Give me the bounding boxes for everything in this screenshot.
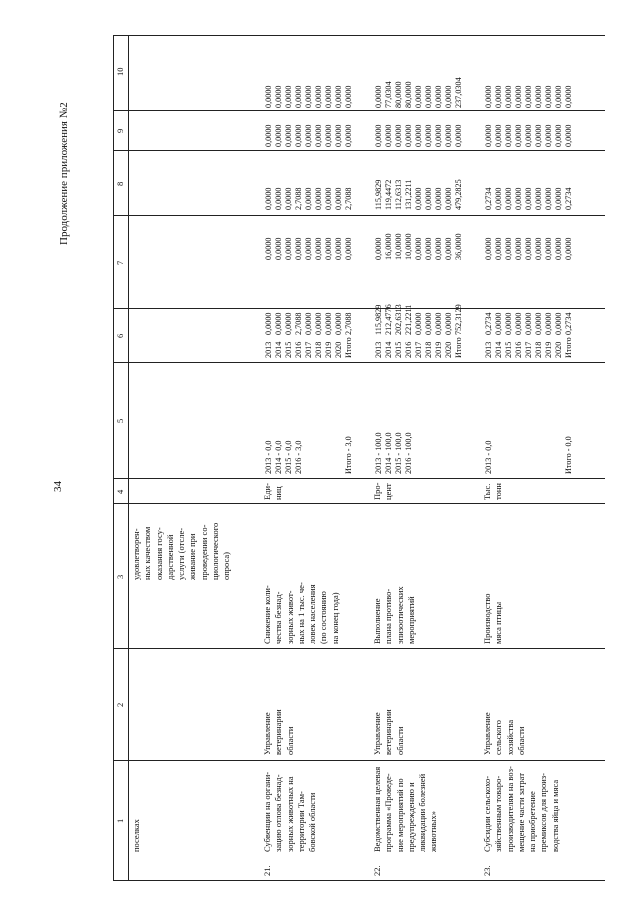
text-line: 0,0000 bbox=[304, 187, 313, 210]
text-line bbox=[554, 436, 564, 474]
text-line: территории Там- bbox=[295, 791, 306, 852]
text-line: 0,0000 bbox=[334, 237, 343, 260]
text-line: 0,0000 bbox=[294, 124, 303, 147]
text-line: бовской области bbox=[307, 792, 318, 852]
text-line: (по состоянию bbox=[318, 591, 329, 644]
text-line: удовлетворен- bbox=[131, 528, 141, 580]
text-line: 0,0000 bbox=[304, 237, 313, 260]
text-line bbox=[324, 436, 334, 474]
text-line: 0,0000 bbox=[324, 187, 333, 210]
text-line: 10,0000 bbox=[404, 233, 413, 260]
text-line: 0,0000 bbox=[344, 237, 353, 260]
text-line: 22. bbox=[372, 865, 382, 876]
text-line: 112,6313 bbox=[394, 179, 403, 210]
text-line: 80,0000 bbox=[394, 81, 403, 108]
text-line: 0,0000 bbox=[344, 124, 353, 147]
text-line: области bbox=[284, 726, 295, 755]
text-line: 2013 bbox=[264, 341, 273, 358]
text-line: производителям на воз- bbox=[504, 766, 515, 852]
text-line: 0,0000 bbox=[264, 312, 273, 335]
text-line: 0,0000 bbox=[434, 312, 443, 335]
text-line bbox=[544, 436, 554, 474]
text-line: 0,0000 bbox=[504, 85, 513, 108]
text-line: проведении со- bbox=[198, 524, 209, 580]
text-line: животных» bbox=[428, 811, 439, 852]
text-line: 0,0000 bbox=[394, 124, 403, 147]
text-line: услуги (отсле- bbox=[176, 527, 187, 580]
text-line: 237,0304 bbox=[454, 77, 463, 108]
text-line: 0,0000 bbox=[434, 124, 443, 147]
text-line: 2013 - 0,0 bbox=[484, 440, 493, 474]
text-line: ных качеством bbox=[142, 526, 153, 580]
text-line: 0,0000 bbox=[294, 237, 303, 260]
text-line: 0,0000 bbox=[434, 85, 443, 108]
column-border bbox=[113, 503, 605, 504]
text-line: 0,0000 bbox=[274, 237, 283, 260]
text-line bbox=[504, 436, 514, 474]
text-line: зяйственным товаро- bbox=[493, 775, 504, 852]
text-line: хозяйства bbox=[504, 719, 515, 755]
text-line: предупреждению и bbox=[405, 782, 416, 852]
text-line: 0,2734 bbox=[484, 187, 493, 210]
text-line: 0,0000 bbox=[374, 85, 383, 108]
text-line: 0,0000 bbox=[384, 124, 393, 147]
text-line: 0,0000 bbox=[414, 124, 423, 147]
text-line: 2018 bbox=[314, 341, 323, 358]
text-line: 2013 - 100,0 bbox=[374, 432, 383, 474]
text-line: Итого bbox=[564, 337, 573, 358]
text-line: 0,0000 bbox=[264, 85, 273, 108]
text-line: 0,0000 bbox=[524, 187, 533, 210]
text-line: 2016 bbox=[514, 341, 523, 358]
text-line: 0,2734 bbox=[564, 312, 573, 335]
text-line: 0,0000 bbox=[554, 312, 563, 335]
text-line: 0,0000 bbox=[424, 237, 433, 260]
text-line: 0,0000 bbox=[284, 237, 293, 260]
text-line: 0,0000 bbox=[424, 85, 433, 108]
text-line: 0,0000 bbox=[534, 187, 543, 210]
text-line: 0,0000 bbox=[284, 187, 293, 210]
text-line: ниц bbox=[273, 486, 284, 500]
text-line: 0,0000 bbox=[444, 187, 453, 210]
text-line: премиксов для произ- bbox=[538, 773, 549, 852]
text-line: опроса) bbox=[221, 552, 232, 580]
text-line: 0,0000 bbox=[304, 85, 313, 108]
text-line: 2020 bbox=[444, 341, 453, 358]
text-line: ликвидации болезней bbox=[417, 773, 428, 852]
text-line: 0,0000 bbox=[494, 187, 503, 210]
column-border bbox=[113, 362, 605, 363]
text-line: 221,2211 bbox=[404, 304, 413, 335]
column-border bbox=[113, 110, 605, 111]
text-line: 0,2734 bbox=[564, 187, 573, 210]
text-line: 0,0000 bbox=[324, 85, 333, 108]
text-line: 36,0000 bbox=[454, 233, 463, 260]
text-line: чества безнад- bbox=[273, 591, 284, 644]
text-line: 0,0000 bbox=[304, 124, 313, 147]
text-line bbox=[334, 436, 344, 474]
text-line: 0,0000 bbox=[494, 312, 503, 335]
text-line: 2017 bbox=[414, 341, 423, 358]
text-line: 202,6313 bbox=[394, 304, 403, 335]
text-line: 0,0000 bbox=[304, 312, 313, 335]
text-line: 80,0000 bbox=[404, 81, 413, 108]
text-line: зацию отлова безнад- bbox=[273, 774, 284, 852]
text-line: 0,0000 bbox=[424, 187, 433, 210]
text-line: 0,0000 bbox=[314, 312, 323, 335]
text-line: 2014 - 0,0 bbox=[274, 440, 283, 474]
text-line: 119,4472 bbox=[384, 179, 393, 210]
text-line bbox=[494, 436, 504, 474]
text-line: 0,0000 bbox=[544, 187, 553, 210]
table-left-border bbox=[113, 35, 114, 880]
text-line: 0,0000 bbox=[324, 312, 333, 335]
text-line: циологического bbox=[210, 522, 221, 580]
text-line: 0,0000 bbox=[344, 85, 353, 108]
text-line: дарственной bbox=[164, 534, 175, 580]
text-line: ветеринарии bbox=[383, 709, 394, 755]
text-line: 0,0000 bbox=[294, 85, 303, 108]
column-border bbox=[113, 35, 605, 36]
text-line: 0,0000 bbox=[444, 85, 453, 108]
text-line: на конец года) bbox=[329, 592, 340, 644]
text-line: 0,0000 bbox=[434, 187, 443, 210]
text-line: 2,7088 bbox=[294, 312, 303, 335]
text-line: 2013 bbox=[484, 341, 493, 358]
text-line: 0,0000 bbox=[264, 187, 273, 210]
text-line: 0,0000 bbox=[524, 312, 533, 335]
text-line: 0,0000 bbox=[554, 85, 563, 108]
text-line: 2014 bbox=[384, 341, 393, 358]
text-line: 0,0000 bbox=[444, 237, 453, 260]
text-line: 16,0000 bbox=[384, 233, 393, 260]
text-line: 0,0000 bbox=[544, 237, 553, 260]
text-line: 2016 bbox=[404, 341, 413, 358]
text-line: 0,0000 bbox=[404, 124, 413, 147]
text-line: 0,0000 bbox=[564, 124, 573, 147]
text-line: 0,0000 bbox=[514, 85, 523, 108]
text-line: области bbox=[394, 726, 405, 755]
text-line: 0,0000 bbox=[414, 85, 423, 108]
text-line: плана противо- bbox=[383, 588, 394, 644]
text-line: 0,0000 bbox=[314, 124, 323, 147]
text-line: Производство bbox=[482, 593, 492, 644]
text-line: 2,7088 bbox=[294, 187, 303, 210]
text-line bbox=[314, 436, 324, 474]
text-line: 0,0000 bbox=[524, 85, 533, 108]
text-line: 2015 bbox=[394, 341, 403, 358]
text-line bbox=[524, 436, 534, 474]
text-line: 479,2825 bbox=[454, 179, 463, 210]
text-line: оказания госу- bbox=[153, 527, 164, 580]
text-line: зорных живот- bbox=[284, 590, 295, 644]
text-line: 0,0000 bbox=[334, 124, 343, 147]
text-line: 10,0000 bbox=[394, 233, 403, 260]
text-line: ветеринарии bbox=[273, 709, 284, 755]
text-line: 0,0000 bbox=[264, 237, 273, 260]
text-line: 2019 bbox=[324, 341, 333, 358]
text-line: 2019 bbox=[434, 341, 443, 358]
text-line: Управление bbox=[372, 712, 382, 755]
text-line: 0,0000 bbox=[274, 187, 283, 210]
text-line: Тыс. bbox=[482, 483, 492, 500]
text-line: 0,0000 bbox=[444, 124, 453, 147]
text-line: 0,0000 bbox=[284, 312, 293, 335]
text-line: 0,0000 bbox=[314, 237, 323, 260]
text-line: 0,0000 bbox=[284, 124, 293, 147]
text-line: 0,0000 bbox=[434, 237, 443, 260]
text-line: 0,0000 bbox=[564, 85, 573, 108]
text-line: 0,0000 bbox=[374, 124, 383, 147]
text-line: Выполнение bbox=[372, 598, 382, 644]
text-line: 0,0000 bbox=[444, 312, 453, 335]
text-line: 2020 bbox=[554, 341, 563, 358]
text-line: Еди- bbox=[262, 483, 272, 500]
text-line: тонн bbox=[493, 483, 504, 500]
header-border bbox=[128, 35, 129, 880]
text-line: 23. bbox=[482, 865, 492, 876]
text-line: 0,0000 bbox=[274, 312, 283, 335]
text-line: Управление bbox=[482, 712, 492, 755]
text-line: 212,4776 bbox=[384, 304, 393, 335]
text-line: 2014 bbox=[494, 341, 503, 358]
text-line: 0,0000 bbox=[414, 187, 423, 210]
text-line: 2020 bbox=[334, 341, 343, 358]
text-line: 2013 - 0,0 bbox=[264, 440, 273, 474]
text-line: 0,0000 bbox=[334, 312, 343, 335]
text-line: 115,9829 bbox=[374, 304, 383, 335]
text-line: 2016 - 3,0 bbox=[294, 440, 303, 474]
text-line bbox=[514, 436, 524, 474]
text-line: 0,0000 bbox=[554, 124, 563, 147]
text-line: 2018 bbox=[534, 341, 543, 358]
text-line: 2015 bbox=[284, 341, 293, 358]
text-line: 0,0000 bbox=[494, 237, 503, 260]
text-line: 0,0000 bbox=[414, 237, 423, 260]
text-line: Ведомственная целевая bbox=[372, 766, 382, 852]
text-line: 0,0000 bbox=[534, 237, 543, 260]
text-line: мещение части затрат bbox=[515, 773, 526, 852]
text-line: 0,0000 bbox=[484, 237, 493, 260]
text-line: 0,0000 bbox=[274, 124, 283, 147]
text-line: 0,0000 bbox=[314, 85, 323, 108]
text-line: сельского bbox=[493, 719, 504, 755]
text-line bbox=[304, 436, 314, 474]
text-line: 0,0000 bbox=[504, 237, 513, 260]
text-line: 0,0000 bbox=[534, 85, 543, 108]
text-line: 0,0000 bbox=[554, 187, 563, 210]
text-line: на приобретение bbox=[527, 791, 538, 852]
text-line: 2,7088 bbox=[344, 312, 353, 335]
text-line: Про- bbox=[372, 482, 382, 500]
text-line: Итого - 3,0 bbox=[344, 436, 353, 474]
text-line: Снижение коли- bbox=[262, 585, 272, 644]
text-line: 0,0000 bbox=[544, 312, 553, 335]
text-line: 2015 - 0,0 bbox=[284, 440, 293, 474]
text-line: 0,0000 bbox=[504, 312, 513, 335]
text-line: 0,0000 bbox=[314, 187, 323, 210]
column-border bbox=[113, 760, 605, 761]
text-line: 115,9829 bbox=[374, 179, 383, 210]
text-line: 0,0000 bbox=[544, 124, 553, 147]
text-line: 0,0000 bbox=[514, 124, 523, 147]
text-line: мяса птицы bbox=[493, 601, 504, 644]
column-border bbox=[113, 215, 605, 216]
text-line: 2019 bbox=[544, 341, 553, 358]
text-line: 0,0000 bbox=[514, 237, 523, 260]
text-line: программа «Проведе- bbox=[383, 773, 394, 852]
text-line: Итого bbox=[454, 337, 463, 358]
text-line: 0,0000 bbox=[494, 85, 503, 108]
text-line: 21. bbox=[262, 865, 272, 876]
text-line: 131,2211 bbox=[404, 179, 413, 210]
column-border bbox=[113, 880, 605, 881]
text-line: 0,0000 bbox=[484, 85, 493, 108]
text-line: 0,0000 bbox=[514, 312, 523, 335]
text-line: 2018 bbox=[424, 341, 433, 358]
column-border bbox=[113, 150, 605, 151]
text-line: ных на 1 тыс. че- bbox=[295, 582, 306, 644]
text-line: 2017 bbox=[524, 341, 533, 358]
text-line: 77,0304 bbox=[384, 81, 393, 108]
text-line: 0,0000 bbox=[424, 124, 433, 147]
text-line: 0,2734 bbox=[484, 312, 493, 335]
text-line: 0,0000 bbox=[374, 237, 383, 260]
text-line: 0,0000 bbox=[504, 187, 513, 210]
text-line: 2014 - 100,0 bbox=[384, 432, 393, 474]
column-border bbox=[113, 478, 605, 479]
text-line: мероприятий bbox=[405, 596, 416, 644]
text-line bbox=[534, 436, 544, 474]
text-line: 0,0000 bbox=[494, 124, 503, 147]
text-line: 0,0000 bbox=[534, 124, 543, 147]
text-line: цент bbox=[383, 483, 394, 500]
text-line: 0,0000 bbox=[564, 237, 573, 260]
text-line: эпизоотических bbox=[394, 586, 405, 644]
text-line: 2016 bbox=[294, 341, 303, 358]
text-line: области bbox=[515, 726, 526, 755]
text-line: 0,0000 bbox=[524, 124, 533, 147]
text-line: ловек населения bbox=[307, 584, 318, 644]
text-line: поселках bbox=[131, 819, 141, 852]
text-line: 2015 - 100,0 bbox=[394, 432, 403, 474]
text-line: Итого bbox=[344, 337, 353, 358]
text-line: 0,0000 bbox=[554, 237, 563, 260]
text-line: 0,0000 bbox=[514, 187, 523, 210]
text-line: 0,0000 bbox=[324, 237, 333, 260]
text-line: Субвенции на органи- bbox=[262, 771, 272, 852]
text-line: 0,0000 bbox=[524, 237, 533, 260]
text-line: 0,0000 bbox=[544, 85, 553, 108]
text-line: 0,0000 bbox=[424, 312, 433, 335]
text-line: 0,0000 bbox=[504, 124, 513, 147]
text-line: 0,0000 bbox=[334, 187, 343, 210]
text-line: 2016 - 100,0 bbox=[404, 432, 413, 474]
text-line: 0,0000 bbox=[484, 124, 493, 147]
text-line: 2013 bbox=[374, 341, 383, 358]
column-border bbox=[113, 648, 605, 649]
text-line: 2014 bbox=[274, 341, 283, 358]
text-line: 0,0000 bbox=[284, 85, 293, 108]
text-line: 2017 bbox=[304, 341, 313, 358]
text-line: 0,0000 bbox=[324, 124, 333, 147]
text-line: живание при bbox=[187, 533, 198, 580]
text-line: водства яйца и мяса bbox=[549, 779, 560, 852]
text-line: 0,0000 bbox=[264, 124, 273, 147]
text-line: 0,0000 bbox=[274, 85, 283, 108]
text-line: 0,0000 bbox=[334, 85, 343, 108]
column-border bbox=[113, 308, 605, 309]
text-line: 0,0000 bbox=[454, 124, 463, 147]
text-line: Субсидии сельскохо- bbox=[482, 775, 492, 852]
text-line: 0,0000 bbox=[534, 312, 543, 335]
text-line: ние мероприятий по bbox=[394, 778, 405, 852]
text-line: Итого - 0,0 bbox=[564, 436, 573, 474]
text-line: 2,7088 bbox=[344, 187, 353, 210]
text-line: зорных животных на bbox=[284, 776, 295, 852]
text-line: 2015 bbox=[504, 341, 513, 358]
text-line: Управление bbox=[262, 712, 272, 755]
text-line: 752,3129 bbox=[454, 304, 463, 335]
text-line: 0,0000 bbox=[414, 312, 423, 335]
